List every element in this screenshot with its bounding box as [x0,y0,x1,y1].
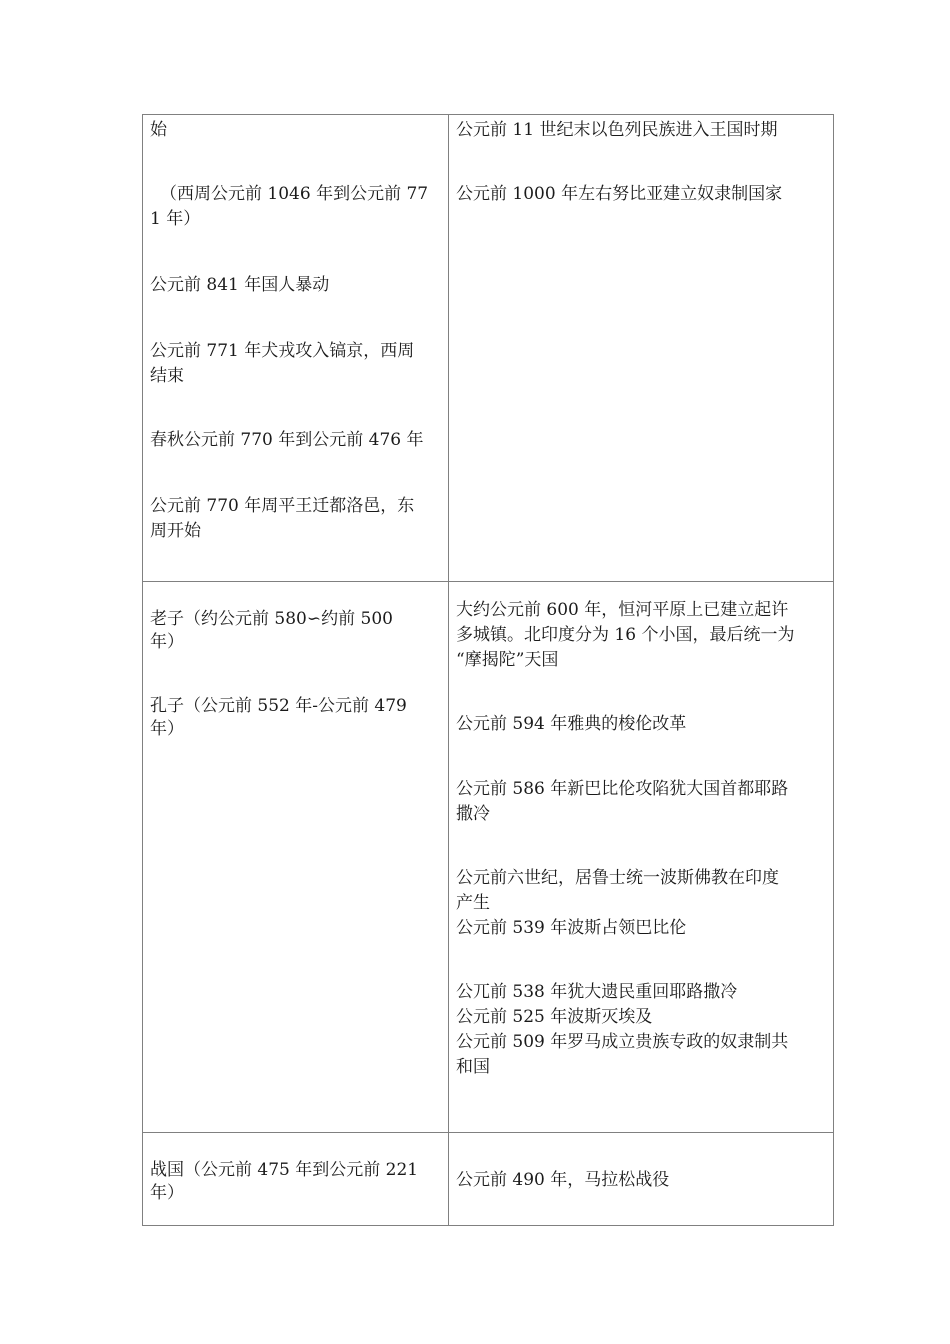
text-line: 结束 [150,366,184,386]
text-line: 公元前 509 年罗马成立贵族专政的奴隶制共 [456,1032,789,1052]
text-line: 公元前 841 年国人暴动 [150,275,330,295]
text-line: 公元前 11 世纪末以色列民族进入王国时期 [456,120,778,140]
text-line: 公元前 525 年波斯灭埃及 [456,1007,653,1027]
table-row [143,115,834,582]
text-line: 老子（约公元前 580∽约前 500 [150,609,393,629]
text-line: 年） [150,719,184,739]
text-line: 公元前六世纪，居鲁士统一波斯佛教在印度 [456,868,779,888]
text-line: 孔子（公元前 552 年-公元前 479 [150,696,407,716]
text-line: 多城镇。北印度分为 16 个小国，最后统一为 [456,625,795,645]
text-line: （西周公元前 1046 年到公元前 77 [160,184,429,204]
table-cell-china [143,115,449,582]
text-line: 1 年） [150,209,201,229]
timeline-table [142,114,834,1226]
text-line: 公元前 594 年雅典的梭伦改革 [456,714,687,734]
table-cell-world [449,115,834,582]
text-line: 公元前 539 年波斯占领巴比伦 [456,918,687,938]
table-cell-china [143,1133,449,1226]
text-line: 大约公元前 600 年，恒河平原上已建立起许 [456,600,789,620]
text-line: 春秋公元前 770 年到公元前 476 年 [150,430,424,450]
text-line: 战国（公元前 475 年到公元前 221 [150,1160,419,1180]
text-line: 年） [150,1183,184,1203]
text-line: 公元前 770 年周平王迁都洛邑，东 [150,496,415,516]
text-line: “摩揭陀”天国 [456,650,559,670]
table-cell-world [449,582,834,1133]
table-row [143,1133,834,1226]
text-line: 年） [150,632,184,652]
text-line: 始 [150,120,167,140]
text-line: 公元前 771 年犬戎攻入镐京，西周 [150,341,415,361]
text-line: 和国 [456,1057,490,1077]
table-row [143,582,834,1133]
text-line: 公兀前 538 年犹大遗民重回耶路撒冷 [456,982,738,1002]
text-line: 周开始 [150,521,201,541]
table-cell-world [449,1133,834,1226]
text-line: 公元前 490 年，马拉松战役 [456,1170,670,1190]
text-line: 产生 [456,893,490,913]
text-line: 公元前 1000 年左右努比亚建立奴隶制国家 [456,184,783,204]
text-line: 公元前 586 年新巴比伦攻陷犹大国首都耶路 [456,779,789,799]
text-line: 撒冷 [456,804,490,824]
table-cell-china [143,582,449,1133]
